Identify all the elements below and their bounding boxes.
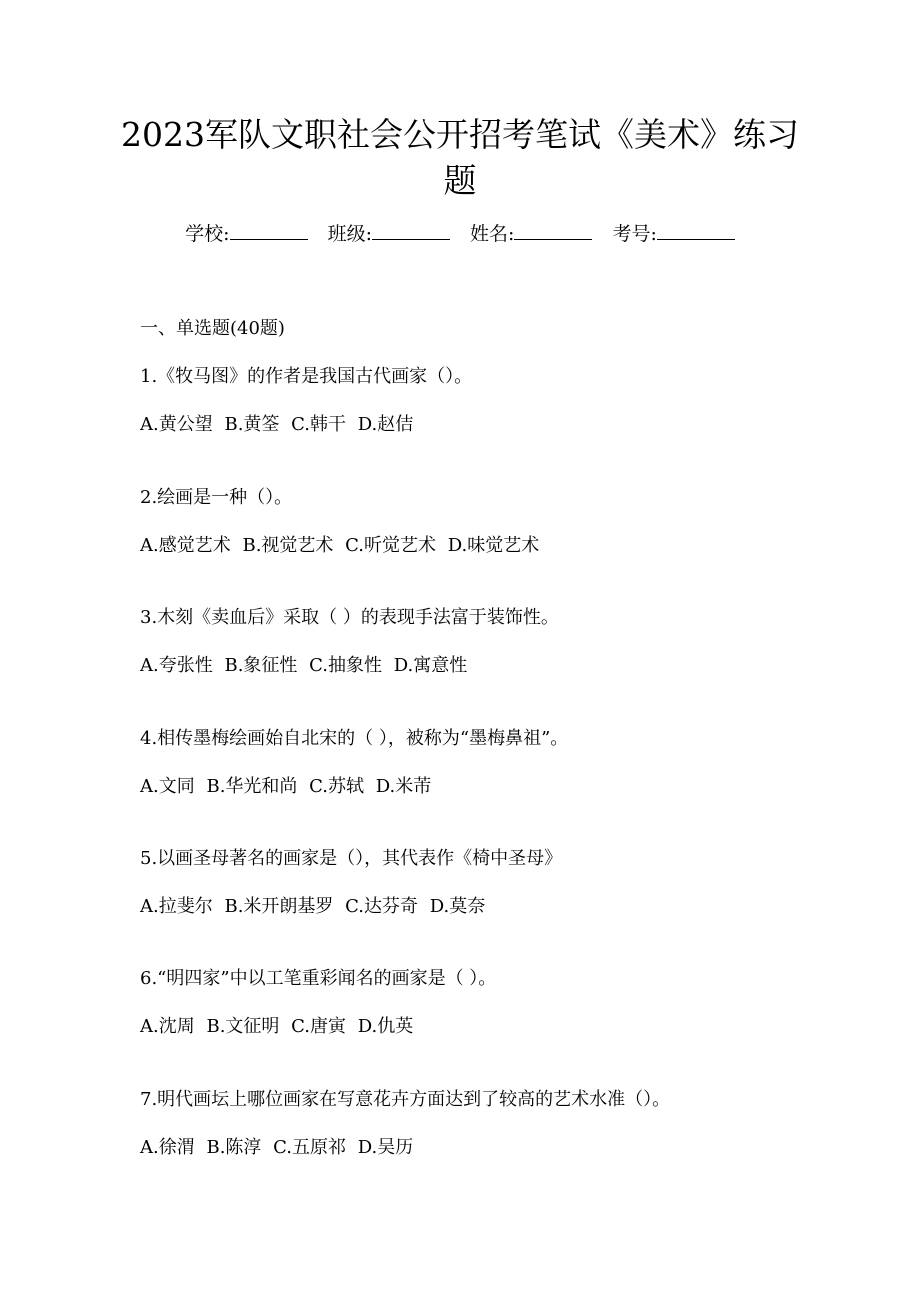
- question-options: [140, 773, 840, 801]
- question-1: [140, 363, 840, 439]
- question-5: [140, 845, 840, 921]
- option-a: A.夸张性: [140, 655, 213, 676]
- question-stem: 5.以画圣母著名的画家是（），其代表作《椅中圣母》: [140, 848, 563, 869]
- question-6: [140, 965, 840, 1041]
- name-label: 姓名:: [470, 223, 515, 245]
- option-c: C.韩干: [291, 414, 347, 435]
- question-options: [140, 411, 840, 439]
- option-b: B.陈淳: [206, 1137, 262, 1158]
- option-d: D.仇英: [357, 1016, 414, 1037]
- option-a: A.文同: [140, 776, 195, 797]
- option-a: A.拉斐尔: [140, 896, 213, 917]
- exam-number-blank[interactable]: [657, 221, 735, 240]
- question-stem: 4.相传墨梅绘画始自北宋的（ ），被称为“墨梅鼻祖”。: [140, 728, 569, 749]
- class-field: [328, 223, 464, 245]
- option-b: B.视觉艺术: [242, 535, 334, 556]
- student-info-line: [0, 220, 920, 248]
- question-7: [140, 1086, 840, 1162]
- option-b: B.华光和尚: [206, 776, 298, 797]
- question-options: [140, 893, 840, 921]
- section-heading: 一、单选题(40题): [140, 318, 285, 339]
- option-c: C.达芬奇: [345, 896, 419, 917]
- question-options: [140, 1134, 840, 1162]
- option-a: A.感觉艺术: [140, 535, 231, 556]
- option-d: D.米芾: [375, 776, 432, 797]
- question-options: [140, 652, 840, 680]
- question-stem: 3.木刻《卖血后》采取（ ）的表现手法富于装饰性。: [140, 607, 559, 628]
- question-3: [140, 604, 840, 680]
- option-a: A.黄公望: [140, 414, 213, 435]
- question-stem: 1.《牧马图》的作者是我国古代画家（）。: [140, 366, 473, 387]
- class-label: 班级:: [327, 223, 372, 245]
- question-options: [140, 1013, 840, 1041]
- page-title: 2023军队文职社会公开招考笔试《美术》练习题: [121, 115, 799, 200]
- exam-number-label: 考号:: [612, 223, 657, 245]
- option-b: B.黄筌: [224, 414, 280, 435]
- option-a: A.沈周: [140, 1016, 195, 1037]
- question-4: [140, 725, 840, 801]
- school-field: [185, 223, 321, 245]
- school-label: 学校:: [185, 223, 230, 245]
- option-c: C.苏轼: [309, 776, 365, 797]
- option-b: B.米开朗基罗: [224, 896, 334, 917]
- question-stem: 2.绘画是一种（）。: [140, 487, 293, 508]
- option-d: D.赵佶: [357, 414, 414, 435]
- option-c: C.听觉艺术: [345, 535, 437, 556]
- option-d: D.莫奈: [429, 896, 486, 917]
- question-stem: 7.明代画坛上哪位画家在写意花卉方面达到了较高的艺术水准（）。: [140, 1089, 671, 1110]
- class-blank[interactable]: [372, 221, 450, 240]
- exam-number-field: [612, 223, 734, 245]
- option-c: C.抽象性: [309, 655, 383, 676]
- name-blank[interactable]: [514, 221, 592, 240]
- school-blank[interactable]: [230, 221, 308, 240]
- option-d: D.寓意性: [393, 655, 468, 676]
- option-c: C.五原祁: [273, 1137, 347, 1158]
- question-options: [140, 532, 840, 560]
- option-a: A.徐渭: [140, 1137, 195, 1158]
- option-d: D.吴历: [357, 1137, 414, 1158]
- question-2: [140, 484, 840, 560]
- option-b: B.象征性: [224, 655, 298, 676]
- option-d: D.味觉艺术: [447, 535, 540, 556]
- name-field: [470, 223, 606, 245]
- option-c: C.唐寅: [291, 1016, 347, 1037]
- question-stem: 6.“明四家”中以工笔重彩闻名的画家是（ ）。: [140, 968, 497, 989]
- option-b: B.文征明: [206, 1016, 280, 1037]
